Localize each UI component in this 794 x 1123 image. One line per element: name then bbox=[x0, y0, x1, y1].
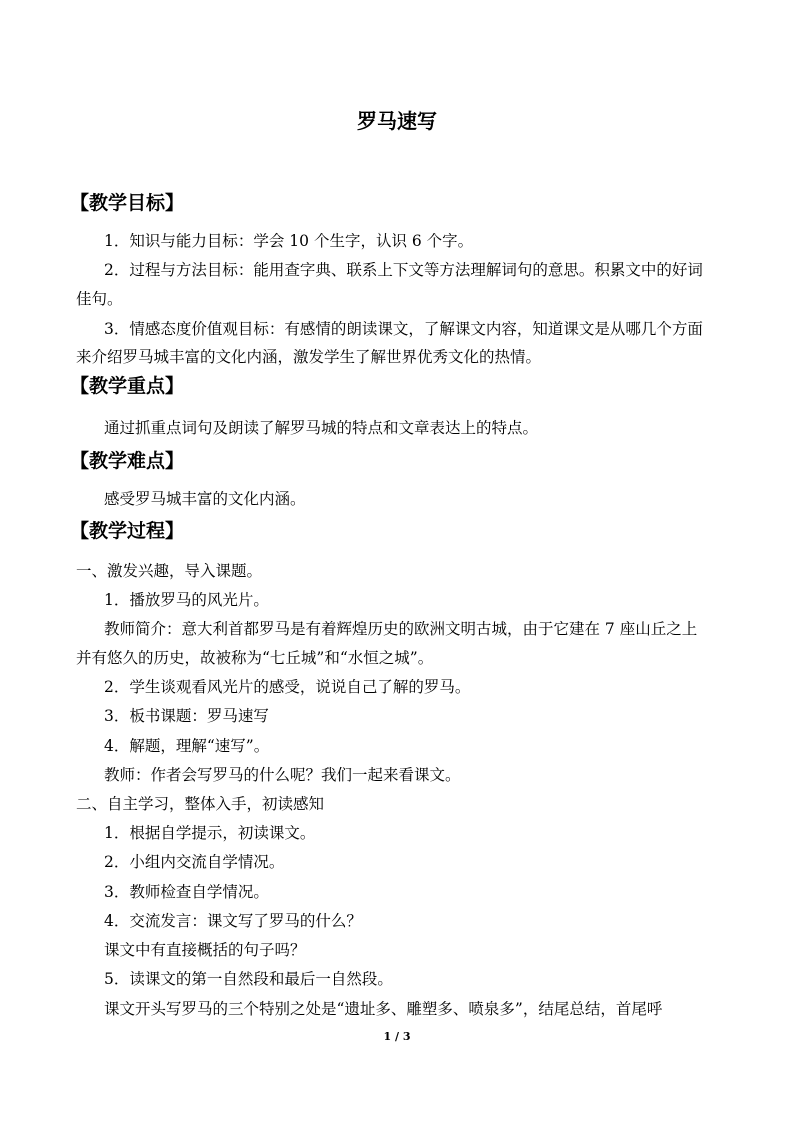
section-2-item-4b: 课文中有直接概括的句子吗？ bbox=[104, 941, 306, 959]
section-1-item-4: 4．解题，理解“速写”。 bbox=[104, 737, 270, 755]
heading-process: 【教学过程】 bbox=[70, 520, 185, 542]
objective-2-line-1: 2．过程与方法目标：能用查字典、联系上下文等方法理解词句的意思。积累文中的好词 bbox=[104, 261, 703, 279]
section-1-item-1: 1．播放罗马的风光片。 bbox=[104, 591, 269, 609]
section-1-title: 一、激发兴趣，导入课题。 bbox=[76, 562, 263, 580]
section-1-item-2: 2．学生谈观看风光片的感受，说说自己了解的罗马。 bbox=[104, 678, 471, 696]
section-2-item-1: 1．根据自学提示，初读课文。 bbox=[104, 824, 316, 842]
section-2-item-5: 5．读课文的第一自然段和最后一自然段。 bbox=[104, 970, 393, 988]
page-number: 1 / 3 bbox=[383, 1030, 411, 1043]
section-2-item-3: 3．教师检查自学情况。 bbox=[104, 883, 269, 901]
section-1-intro-line-2: 并有悠久的历史，故被称为“七丘城”和“水恒之城”。 bbox=[76, 649, 434, 667]
heading-focus: 【教学重点】 bbox=[70, 375, 185, 397]
document-title: 罗马速写 bbox=[357, 109, 437, 133]
section-1-item-3: 3．板书课题：罗马速写 bbox=[104, 707, 269, 725]
objective-2-line-2: 佳句。 bbox=[76, 290, 123, 308]
section-2-item-2: 2．小组内交流自学情况。 bbox=[104, 853, 285, 871]
heading-objectives: 【教学目标】 bbox=[70, 192, 185, 214]
section-1-intro-line-1: 教师简介：意大利首都罗马是有着辉煌历史的欧洲文明古城，由于它建在 7 座山丘之上 bbox=[104, 620, 698, 638]
focus-text: 通过抓重点词句及朗读了解罗马城的特点和文章表达上的特点。 bbox=[104, 419, 539, 437]
objective-3-line-2: 来介绍罗马城丰富的文化内涵，激发学生了解世界优秀文化的热情。 bbox=[76, 348, 542, 366]
objective-1: 1．知识与能力目标：学会 10 个生字，认识 6 个字。 bbox=[104, 232, 474, 250]
objective-3-line-1: 3．情感态度价值观目标：有感情的朗读课文，了解课文内容，知道课文是从哪几个方面 bbox=[104, 320, 703, 338]
heading-difficulty: 【教学难点】 bbox=[70, 450, 185, 472]
section-1-teacher: 教师：作者会写罗马的什么呢？我们一起来看课文。 bbox=[104, 766, 461, 784]
section-2-title: 二、自主学习，整体入手，初读感知 bbox=[76, 795, 325, 813]
section-2-summary: 课文开头写罗马的三个特别之处是“遗址多、雕塑多、喷泉多”，结尾总结，首尾呼 bbox=[104, 1000, 663, 1018]
section-2-item-4: 4．交流发言：课文写了罗马的什么？ bbox=[104, 912, 362, 930]
difficulty-text: 感受罗马城丰富的文化内涵。 bbox=[104, 490, 306, 508]
